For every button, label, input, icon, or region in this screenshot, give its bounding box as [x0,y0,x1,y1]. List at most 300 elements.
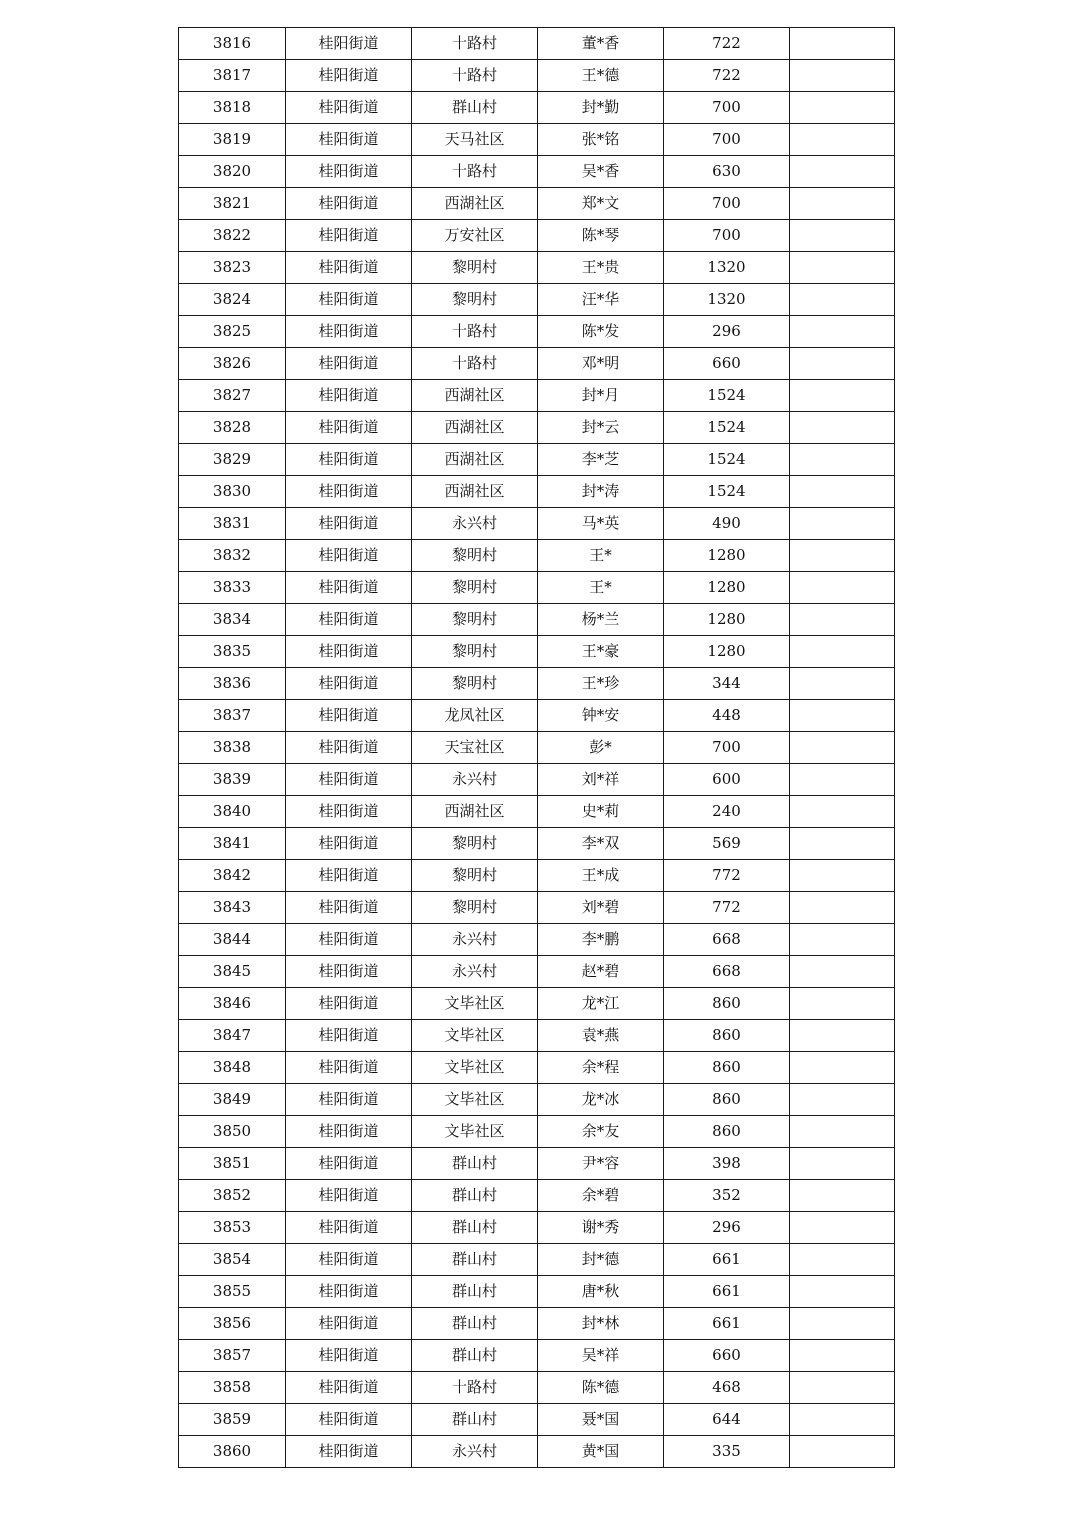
cell-number: 3834 [179,604,286,636]
table-row [179,636,895,668]
data-table-container [178,27,894,1468]
table-row [179,1308,895,1340]
cell-amount: 772 [664,892,790,924]
cell-street: 桂阳街道 [286,892,412,924]
cell-village: 永兴村 [412,1436,538,1468]
cell-number: 3853 [179,1212,286,1244]
cell-village: 群山村 [412,1244,538,1276]
cell-number: 3832 [179,540,286,572]
cell-name: 余*友 [538,1116,664,1148]
cell-note [790,1212,895,1244]
cell-number: 3855 [179,1276,286,1308]
cell-amount: 1524 [664,476,790,508]
cell-note [790,252,895,284]
cell-number: 3839 [179,764,286,796]
cell-amount: 700 [664,188,790,220]
table-row [179,1084,895,1116]
cell-note [790,572,895,604]
table-row [179,988,895,1020]
cell-number: 3848 [179,1052,286,1084]
cell-number: 3826 [179,348,286,380]
cell-village: 群山村 [412,1180,538,1212]
cell-number: 3858 [179,1372,286,1404]
cell-amount: 700 [664,124,790,156]
table-row [179,252,895,284]
table-row [179,412,895,444]
cell-village: 西湖社区 [412,476,538,508]
cell-name: 王*珍 [538,668,664,700]
cell-street: 桂阳街道 [286,604,412,636]
cell-number: 3838 [179,732,286,764]
cell-number: 3857 [179,1340,286,1372]
cell-note [790,508,895,540]
cell-number: 3831 [179,508,286,540]
cell-name: 谢*秀 [538,1212,664,1244]
table-row [179,1052,895,1084]
cell-name: 史*莉 [538,796,664,828]
cell-amount: 700 [664,220,790,252]
table-row [179,860,895,892]
cell-note [790,1116,895,1148]
cell-village: 黎明村 [412,604,538,636]
cell-note [790,924,895,956]
cell-amount: 1280 [664,572,790,604]
cell-number: 3843 [179,892,286,924]
cell-note [790,732,895,764]
cell-name: 汪*华 [538,284,664,316]
cell-village: 十路村 [412,28,538,60]
cell-name: 邓*明 [538,348,664,380]
table-row [179,540,895,572]
cell-number: 3849 [179,1084,286,1116]
cell-village: 西湖社区 [412,380,538,412]
cell-note [790,60,895,92]
cell-village: 黎明村 [412,860,538,892]
cell-amount: 722 [664,60,790,92]
cell-name: 王* [538,540,664,572]
cell-village: 文毕社区 [412,1116,538,1148]
cell-name: 刘*碧 [538,892,664,924]
table-row [179,1020,895,1052]
cell-name: 李*鹏 [538,924,664,956]
cell-name: 陈*发 [538,316,664,348]
cell-street: 桂阳街道 [286,1180,412,1212]
cell-street: 桂阳街道 [286,668,412,700]
table-row [179,956,895,988]
cell-number: 3817 [179,60,286,92]
cell-street: 桂阳街道 [286,956,412,988]
cell-amount: 468 [664,1372,790,1404]
cell-amount: 1280 [664,636,790,668]
cell-number: 3824 [179,284,286,316]
cell-number: 3856 [179,1308,286,1340]
cell-number: 3842 [179,860,286,892]
cell-street: 桂阳街道 [286,732,412,764]
cell-village: 西湖社区 [412,188,538,220]
table-row [179,1244,895,1276]
cell-name: 杨*兰 [538,604,664,636]
cell-street: 桂阳街道 [286,764,412,796]
cell-note [790,700,895,732]
cell-note [790,860,895,892]
cell-name: 袁*燕 [538,1020,664,1052]
table-row [179,1180,895,1212]
cell-village: 黎明村 [412,828,538,860]
cell-name: 王*豪 [538,636,664,668]
cell-note [790,636,895,668]
cell-name: 马*英 [538,508,664,540]
cell-street: 桂阳街道 [286,124,412,156]
cell-number: 3844 [179,924,286,956]
cell-street: 桂阳街道 [286,60,412,92]
cell-name: 黄*国 [538,1436,664,1468]
cell-amount: 335 [664,1436,790,1468]
cell-amount: 569 [664,828,790,860]
cell-name: 封*月 [538,380,664,412]
cell-note [790,828,895,860]
cell-amount: 1320 [664,252,790,284]
cell-number: 3820 [179,156,286,188]
cell-note [790,1180,895,1212]
cell-amount: 660 [664,1340,790,1372]
cell-street: 桂阳街道 [286,1372,412,1404]
table-row [179,1212,895,1244]
table-row [179,380,895,412]
cell-amount: 860 [664,1020,790,1052]
table-row [179,92,895,124]
cell-amount: 344 [664,668,790,700]
cell-amount: 661 [664,1308,790,1340]
table-row [179,732,895,764]
table-row [179,572,895,604]
cell-village: 永兴村 [412,508,538,540]
cell-amount: 352 [664,1180,790,1212]
cell-note [790,188,895,220]
cell-number: 3846 [179,988,286,1020]
cell-note [790,604,895,636]
cell-amount: 1524 [664,380,790,412]
cell-village: 文毕社区 [412,1020,538,1052]
cell-name: 刘*祥 [538,764,664,796]
cell-amount: 660 [664,348,790,380]
cell-name: 张*铭 [538,124,664,156]
cell-street: 桂阳街道 [286,508,412,540]
cell-name: 陈*德 [538,1372,664,1404]
cell-street: 桂阳街道 [286,188,412,220]
table-row [179,1436,895,1468]
cell-name: 唐*秋 [538,1276,664,1308]
cell-amount: 722 [664,28,790,60]
cell-name: 王*成 [538,860,664,892]
cell-village: 永兴村 [412,956,538,988]
cell-note [790,1372,895,1404]
cell-number: 3833 [179,572,286,604]
cell-street: 桂阳街道 [286,1308,412,1340]
cell-name: 王*贵 [538,252,664,284]
cell-name: 龙*江 [538,988,664,1020]
cell-village: 十路村 [412,156,538,188]
cell-village: 十路村 [412,1372,538,1404]
cell-street: 桂阳街道 [286,860,412,892]
table-row [179,28,895,60]
cell-village: 天宝社区 [412,732,538,764]
cell-amount: 398 [664,1148,790,1180]
cell-village: 群山村 [412,1340,538,1372]
cell-note [790,316,895,348]
cell-number: 3850 [179,1116,286,1148]
cell-name: 余*程 [538,1052,664,1084]
table-row [179,828,895,860]
cell-number: 3828 [179,412,286,444]
table-row [179,156,895,188]
table-row [179,220,895,252]
cell-number: 3821 [179,188,286,220]
cell-number: 3851 [179,1148,286,1180]
cell-street: 桂阳街道 [286,828,412,860]
cell-village: 万安社区 [412,220,538,252]
cell-note [790,540,895,572]
table-row [179,604,895,636]
cell-street: 桂阳街道 [286,1212,412,1244]
cell-number: 3841 [179,828,286,860]
cell-amount: 700 [664,732,790,764]
cell-amount: 772 [664,860,790,892]
cell-note [790,1340,895,1372]
cell-amount: 296 [664,1212,790,1244]
table-row [179,444,895,476]
cell-amount: 860 [664,988,790,1020]
table-row [179,1148,895,1180]
cell-village: 十路村 [412,348,538,380]
cell-number: 3837 [179,700,286,732]
cell-name: 封*林 [538,1308,664,1340]
cell-number: 3829 [179,444,286,476]
cell-note [790,956,895,988]
cell-number: 3840 [179,796,286,828]
cell-street: 桂阳街道 [286,444,412,476]
cell-name: 陈*琴 [538,220,664,252]
table-row [179,60,895,92]
table-row [179,284,895,316]
cell-village: 群山村 [412,92,538,124]
data-table [178,27,895,1468]
cell-name: 余*碧 [538,1180,664,1212]
cell-village: 群山村 [412,1212,538,1244]
cell-note [790,668,895,700]
cell-street: 桂阳街道 [286,316,412,348]
cell-amount: 1280 [664,540,790,572]
cell-name: 封*涛 [538,476,664,508]
cell-street: 桂阳街道 [286,1052,412,1084]
cell-village: 西湖社区 [412,796,538,828]
cell-amount: 240 [664,796,790,828]
cell-note [790,124,895,156]
cell-village: 黎明村 [412,540,538,572]
cell-name: 李*芝 [538,444,664,476]
cell-amount: 1320 [664,284,790,316]
cell-note [790,220,895,252]
cell-village: 永兴村 [412,924,538,956]
cell-street: 桂阳街道 [286,1148,412,1180]
cell-note [790,444,895,476]
table-row [179,700,895,732]
cell-village: 群山村 [412,1148,538,1180]
cell-name: 尹*容 [538,1148,664,1180]
cell-note [790,988,895,1020]
cell-street: 桂阳街道 [286,700,412,732]
cell-amount: 668 [664,924,790,956]
cell-note [790,1084,895,1116]
cell-street: 桂阳街道 [286,476,412,508]
table-row [179,924,895,956]
cell-note [790,1436,895,1468]
cell-amount: 860 [664,1084,790,1116]
cell-street: 桂阳街道 [286,636,412,668]
cell-amount: 860 [664,1116,790,1148]
cell-street: 桂阳街道 [286,28,412,60]
cell-note [790,284,895,316]
cell-name: 董*香 [538,28,664,60]
table-body [179,28,895,1468]
cell-name: 龙*冰 [538,1084,664,1116]
cell-village: 永兴村 [412,764,538,796]
cell-name: 李*双 [538,828,664,860]
cell-note [790,764,895,796]
cell-amount: 490 [664,508,790,540]
cell-street: 桂阳街道 [286,252,412,284]
cell-number: 3830 [179,476,286,508]
table-row [179,124,895,156]
cell-note [790,28,895,60]
cell-number: 3860 [179,1436,286,1468]
table-row [179,188,895,220]
cell-note [790,92,895,124]
cell-street: 桂阳街道 [286,380,412,412]
table-row [179,1340,895,1372]
cell-name: 吴*香 [538,156,664,188]
cell-number: 3845 [179,956,286,988]
cell-number: 3827 [179,380,286,412]
cell-name: 封*勤 [538,92,664,124]
cell-note [790,412,895,444]
cell-note [790,892,895,924]
cell-street: 桂阳街道 [286,1340,412,1372]
cell-amount: 1280 [664,604,790,636]
cell-number: 3854 [179,1244,286,1276]
cell-amount: 661 [664,1276,790,1308]
cell-village: 十路村 [412,60,538,92]
cell-street: 桂阳街道 [286,1116,412,1148]
cell-street: 桂阳街道 [286,540,412,572]
cell-village: 群山村 [412,1308,538,1340]
table-row [179,1372,895,1404]
cell-street: 桂阳街道 [286,1404,412,1436]
cell-village: 十路村 [412,316,538,348]
cell-number: 3825 [179,316,286,348]
cell-name: 王* [538,572,664,604]
cell-street: 桂阳街道 [286,92,412,124]
cell-village: 黎明村 [412,252,538,284]
cell-name: 赵*碧 [538,956,664,988]
cell-street: 桂阳街道 [286,1084,412,1116]
cell-name: 郑*文 [538,188,664,220]
table-row [179,348,895,380]
cell-street: 桂阳街道 [286,796,412,828]
cell-village: 文毕社区 [412,988,538,1020]
cell-name: 彭* [538,732,664,764]
cell-amount: 860 [664,1052,790,1084]
cell-street: 桂阳街道 [286,412,412,444]
cell-village: 文毕社区 [412,1084,538,1116]
table-row [179,476,895,508]
cell-village: 黎明村 [412,892,538,924]
cell-note [790,1020,895,1052]
cell-street: 桂阳街道 [286,1276,412,1308]
cell-note [790,348,895,380]
cell-village: 西湖社区 [412,444,538,476]
cell-street: 桂阳街道 [286,284,412,316]
cell-name: 封*云 [538,412,664,444]
cell-number: 3819 [179,124,286,156]
cell-name: 钟*安 [538,700,664,732]
cell-village: 黎明村 [412,636,538,668]
cell-amount: 1524 [664,412,790,444]
table-row [179,668,895,700]
cell-name: 封*德 [538,1244,664,1276]
cell-note [790,1148,895,1180]
cell-street: 桂阳街道 [286,1020,412,1052]
cell-street: 桂阳街道 [286,220,412,252]
cell-note [790,380,895,412]
table-row [179,1404,895,1436]
cell-amount: 448 [664,700,790,732]
cell-note [790,1052,895,1084]
table-row [179,1116,895,1148]
cell-name: 王*德 [538,60,664,92]
cell-number: 3859 [179,1404,286,1436]
cell-village: 黎明村 [412,284,538,316]
cell-street: 桂阳街道 [286,924,412,956]
cell-amount: 600 [664,764,790,796]
cell-note [790,796,895,828]
cell-amount: 700 [664,92,790,124]
cell-amount: 661 [664,1244,790,1276]
cell-street: 桂阳街道 [286,988,412,1020]
cell-note [790,156,895,188]
table-row [179,764,895,796]
cell-village: 黎明村 [412,668,538,700]
cell-amount: 668 [664,956,790,988]
table-row [179,1276,895,1308]
cell-village: 群山村 [412,1276,538,1308]
cell-number: 3835 [179,636,286,668]
cell-amount: 1524 [664,444,790,476]
cell-note [790,476,895,508]
cell-name: 聂*国 [538,1404,664,1436]
cell-village: 天马社区 [412,124,538,156]
cell-street: 桂阳街道 [286,1244,412,1276]
cell-street: 桂阳街道 [286,348,412,380]
cell-street: 桂阳街道 [286,1436,412,1468]
cell-village: 西湖社区 [412,412,538,444]
table-row [179,796,895,828]
table-row [179,892,895,924]
cell-number: 3852 [179,1180,286,1212]
cell-amount: 296 [664,316,790,348]
table-row [179,316,895,348]
cell-amount: 630 [664,156,790,188]
cell-number: 3822 [179,220,286,252]
